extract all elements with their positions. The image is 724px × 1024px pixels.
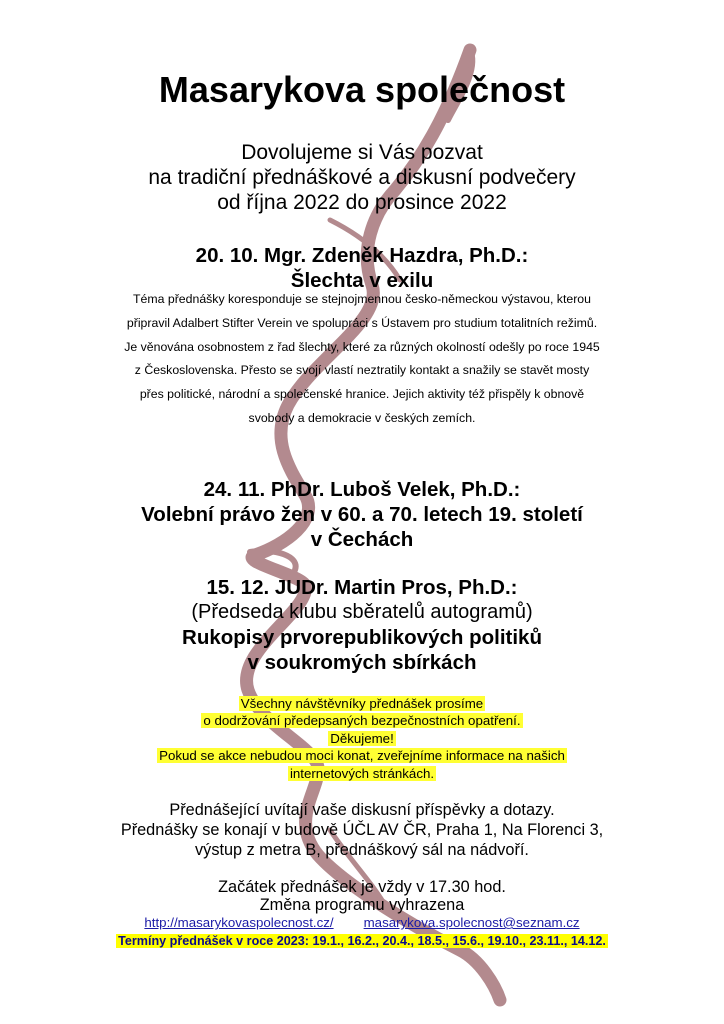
info-line: Přednášky se konají v budově ÚČL AV ČR, Praha 1, Na Florenci 3,: [120, 821, 604, 839]
lecture-3-heading: 15. 12. JUDr. Martin Pros, Ph.D.:: [206, 576, 518, 599]
intro-text: [0, 140, 724, 215]
lecture-3-subtitle: (Předseda klubu sběratelů autogramů): [191, 601, 533, 623]
description-line: Je věnována osobnostem z řad šlechty, které za různých okolností odešly po roce 1945: [124, 339, 600, 354]
info-line: Přednášející uvítají vaše diskusní příspěvky a dotazy.: [169, 801, 555, 819]
intro-line: Dovolujeme si Vás pozvat: [241, 141, 483, 164]
lecture-3: [0, 575, 724, 675]
contact-links: [0, 914, 724, 932]
website-link[interactable]: http://masarykovaspolecnost.cz/: [144, 915, 334, 930]
description-line: připravil Adalbert Stifter Verein ve spolupráci s Ústavem pro studium totalitních režimů.: [126, 315, 598, 330]
terms-2023: [0, 932, 724, 950]
intro-line: od října 2022 do prosince 2022: [217, 191, 507, 214]
notice-line: Všechny návštěvníky přednášek prosíme: [240, 696, 484, 711]
notice-line: Děkujeme!: [330, 730, 394, 746]
notice-line: Pokud se akce nebudou moci konat, zveřejníme informace na našich: [159, 748, 565, 764]
safety-notice: [0, 695, 724, 782]
email-link[interactable]: masarykova.spolecnost@seznam.cz: [363, 915, 580, 930]
lecture-2-topic: v Čechách: [310, 528, 414, 551]
terms-2023-text: Termíny přednášek v roce 2023: 19.1., 16.2., 20.4., 18.5., 15.6., 19.10., 23.11., 14.12.: [118, 934, 606, 948]
lecture-1-heading: 20. 10. Mgr. Zdeněk Hazdra, Ph.D.:: [195, 244, 529, 267]
description-line: Téma přednášky koresponduje se stejnojmennou česko-německou výstavou, kterou: [133, 292, 591, 306]
program-change-note: Změna programu vyhrazena: [259, 896, 465, 914]
lecture-2: [0, 477, 724, 552]
start-time: Začátek přednášek je vždy v 17.30 hod.: [218, 878, 506, 896]
lecture-2-heading: 24. 11. PhDr. Luboš Velek, Ph.D.:: [203, 478, 521, 501]
lecture-1-description: [0, 288, 724, 431]
notice-line: o dodržování předepsaných bezpečnostních opatření.: [203, 713, 521, 729]
venue-info: [0, 800, 724, 860]
notice-line: internetových stránkách.: [289, 765, 435, 781]
page-title: Masarykova společnost: [158, 69, 566, 110]
info-line: výstup z metra B, přednáškový sál na nádvoří.: [195, 841, 529, 859]
lecture-2-topic: Volební právo žen v 60. a 70. letech 19. století: [141, 503, 583, 526]
lecture-1: [0, 243, 724, 293]
lecture-1-topic: Šlechta v exilu: [290, 269, 434, 292]
start-info: [0, 878, 724, 914]
description-line: přes politické, národní a společenské hranice. Jejich aktivity též přispěly k obnově: [139, 387, 585, 402]
description-line: z Československa. Přesto se svojí vlastí neztratily kontakt a snažily se stavět mosty: [134, 363, 590, 378]
description-line: svobody a demokracie v českých zemích.: [248, 410, 476, 425]
lecture-3-topic: v soukromých sbírkách: [247, 651, 477, 674]
intro-line: na tradiční přednáškové a diskusní podvečery: [148, 166, 576, 189]
lecture-3-topic: Rukopisy prvorepublikových politiků: [182, 626, 542, 649]
